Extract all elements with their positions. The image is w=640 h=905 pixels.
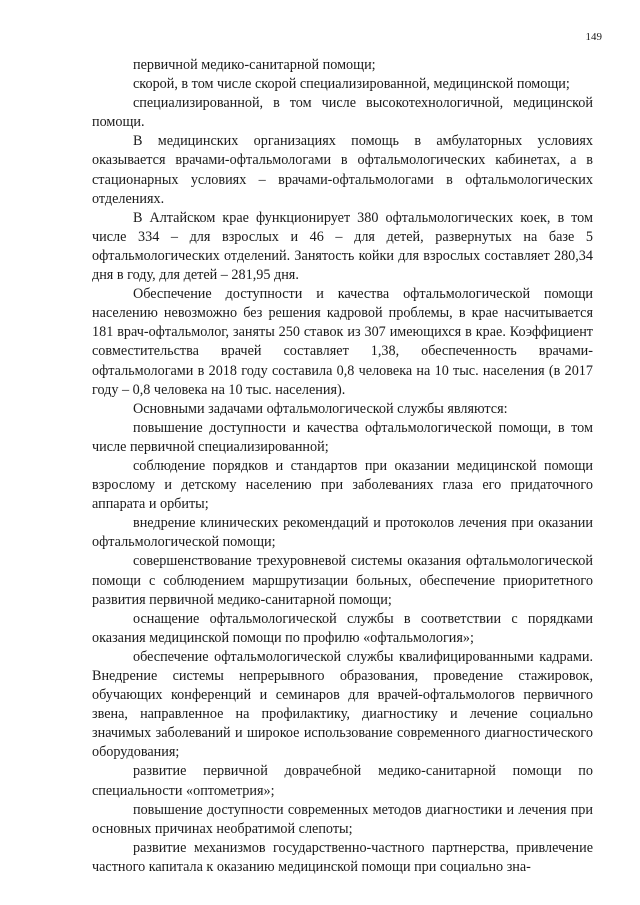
paragraph-12: оснащение офтальмологической службы в соответствии с порядками оказания медицинской помощи по профилю «офтальмология»; <box>92 610 593 646</box>
paragraph-3: специализированной, в том числе высокотехнологичной, медицинской помощи. <box>92 95 593 131</box>
paragraph-14: развитие первичной доврачебной медико-санитарной помощи по специальности «оптометрия»; <box>92 763 593 799</box>
paragraph-6: Обеспечение доступности и качества офтальмологической помощи населению невозможно без решения кадровой проблемы, в крае насчитывается 181 врач-офтальмолог, заняты 250 ставок из 307 имеющихся в крае. Коэффициент совместительства врачей составляет 1,38, обеспеченность врачами-офтальмологами в 2018 году составила 0,8 человека на 10 тыс. населения (в 2017 году – 0,8 человека на 10 тыс. населения). <box>92 286 593 398</box>
paragraph-10: внедрение клинических рекомендаций и протоколов лечения при оказании офтальмологической помощи; <box>92 515 593 551</box>
paragraph-11: совершенствование трехуровневой системы оказания офтальмологической помощи с соблюдением маршрутизации больных, обеспечение приоритетного развития первичной медико-санитарной помощи; <box>92 553 593 608</box>
paragraph-7: Основными задачами офтальмологической службы являются: <box>133 400 508 417</box>
paragraph-4: В медицинских организациях помощь в амбулаторных условиях оказывается врачами-офтальмологами в офтальмологических кабинетах, а в стационарных условиях – врачами-офтальмологами в офтальмологических отделениях. <box>92 133 593 207</box>
paragraph-13: обеспечение офтальмологической службы квалифицированными кадрами. Внедрение системы непрерывного образования, проведение стажировок, обучающих конференций и семинаров для врачей-офтальмологов первичного звена, направленное на профилактику, диагностику и лечение социально значимых заболеваний и широкое использование современного диагностического оборудования; <box>92 648 593 761</box>
paragraph-16: развитие механизмов государственно-частного партнерства, привлечение частного капитала к оказанию медицинской помощи при социально зна- <box>92 839 593 875</box>
paragraph-15: повышение доступности современных методов диагностики и лечения при основных причинах необратимой слепоты; <box>92 801 593 837</box>
paragraph-9: соблюдение порядков и стандартов при оказании медицинской помощи взрослому и детскому населению при заболеваниях глаза его придаточного аппарата и орбиты; <box>92 457 593 513</box>
page-number: 149 <box>585 31 602 43</box>
paragraph-5: В Алтайском крае функционирует 380 офтальмологических коек, в том числе 334 – для взрослых и 46 – для детей, развернутых на базе 5 офтальмологических отделений. Занятость койки для взрослых составляет 280,34 дня в году, для детей – 281,95 дня. <box>92 209 593 284</box>
paragraph-2: скорой, в том числе скорой специализированной, медицинской помощи; <box>133 76 570 93</box>
document-body <box>92 56 593 877</box>
paragraph-1: первичной медико-санитарной помощи; <box>133 57 376 73</box>
paragraph-8: повышение доступности и качества офтальмологической помощи, в том числе первичной специализированной; <box>92 419 593 455</box>
